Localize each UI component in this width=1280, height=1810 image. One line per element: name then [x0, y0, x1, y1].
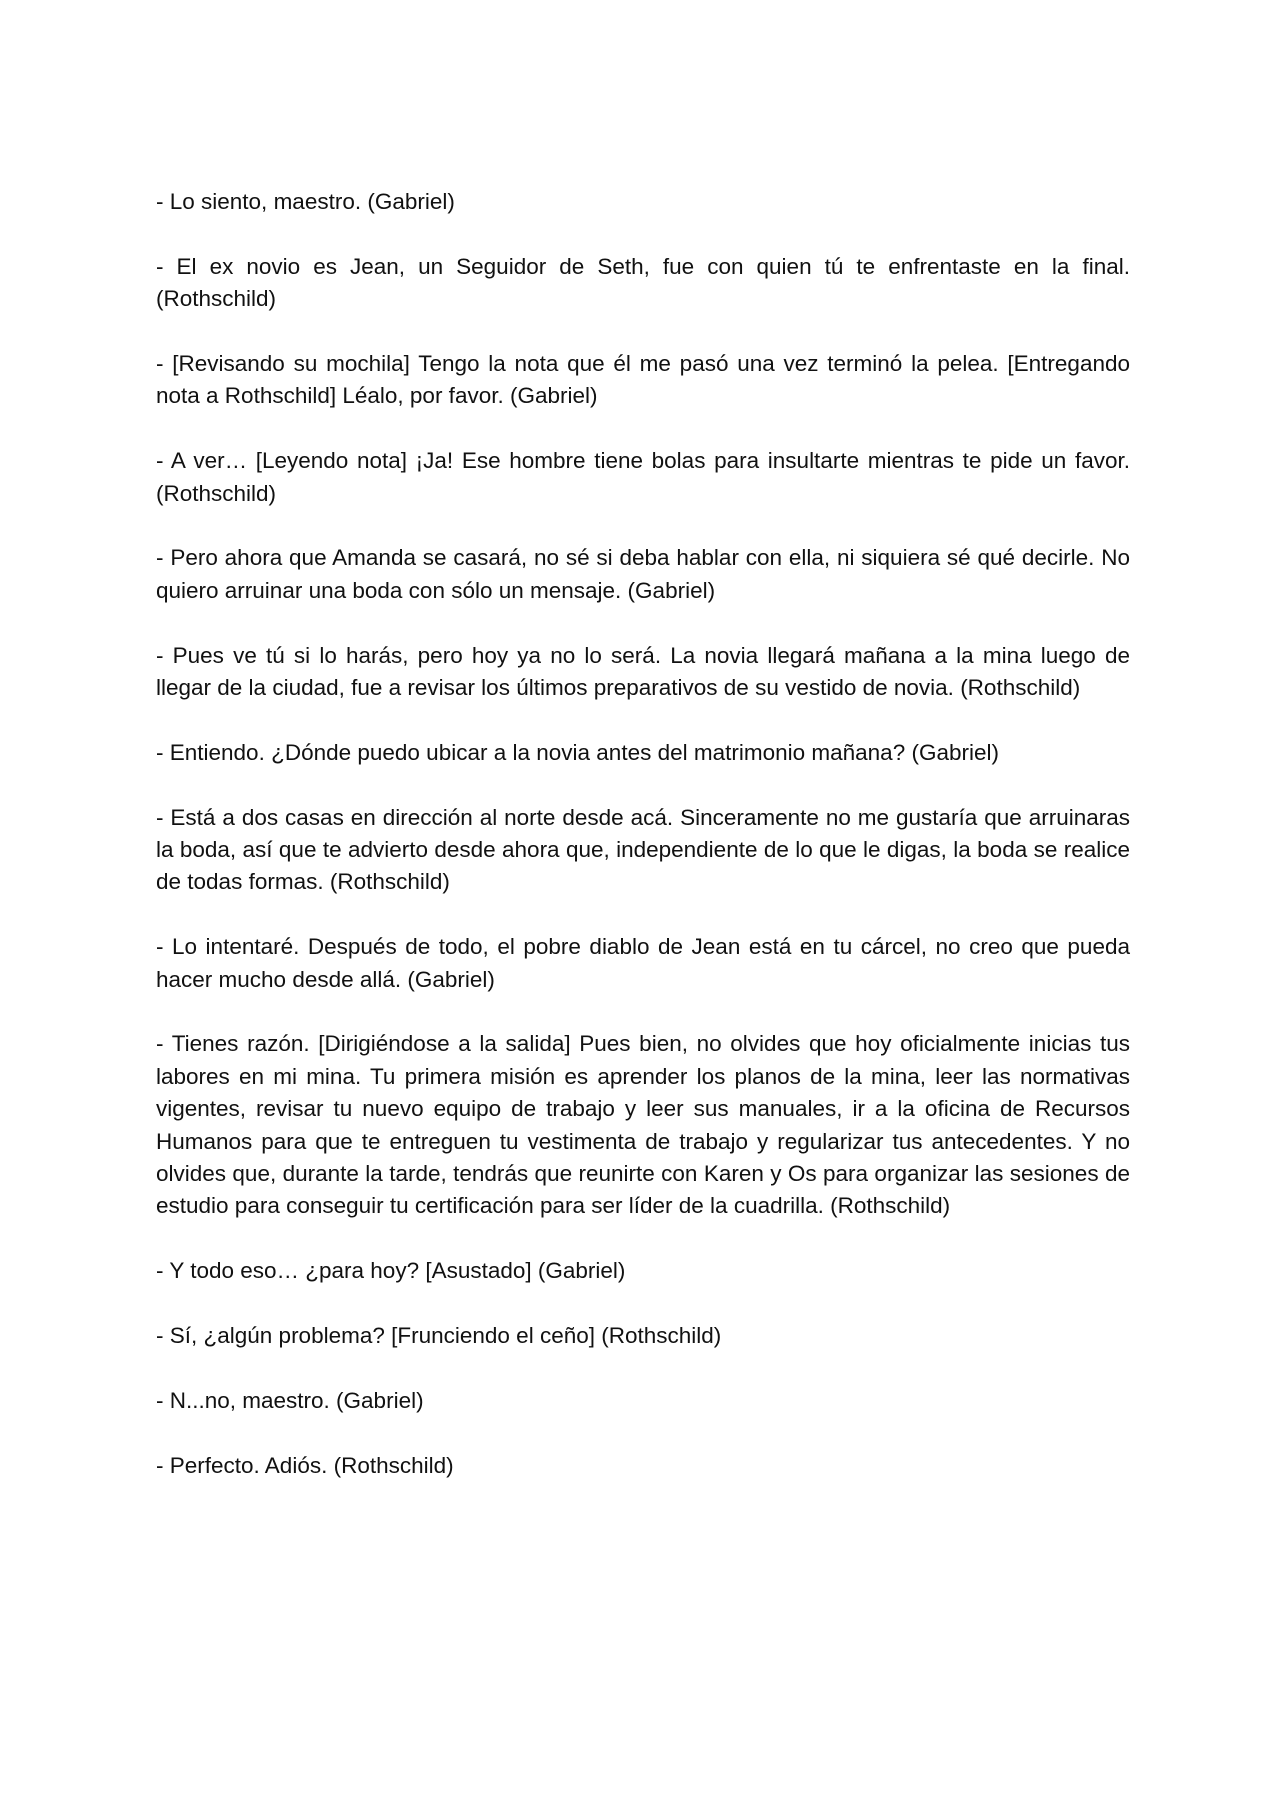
dialogue-line-3: - [Revisando su mochila] Tengo la nota que él me pasó una vez terminó la pelea. [Entregando nota a Rothschild] Léalo, por favor. (Gabriel)	[156, 351, 1130, 409]
dialogue-line-14: - Perfecto. Adiós. (Rothschild)	[156, 1452, 454, 1478]
dialogue-line-9: - Lo intentaré. Después de todo, el pobre diablo de Jean está en tu cárcel, no creo que pueda hacer mucho desde allá. (Gabriel)	[156, 934, 1130, 992]
dialogue-line-7: - Entiendo. ¿Dónde puedo ubicar a la novia antes del matrimonio mañana? (Gabriel)	[156, 739, 999, 765]
dialogue-line-4: - A ver… [Leyendo nota] ¡Ja! Ese hombre tiene bolas para insultarte mientras te pide un favor. (Rothschild)	[156, 448, 1130, 506]
dialogue-line-5: - Pero ahora que Amanda se casará, no sé si deba hablar con ella, ni siquiera sé qué decirle. No quiero arruinar una boda con sólo un mensaje. (Gabriel)	[156, 545, 1130, 603]
dialogue-line-13: - N...no, maestro. (Gabriel)	[156, 1387, 424, 1413]
dialogue-line-1: - Lo siento, maestro. (Gabriel)	[156, 189, 455, 214]
dialogue-line-10: - Tienes razón. [Dirigiéndose a la salida] Pues bien, no olvides que hoy oficialmente inicias tus labores en mi mina. Tu primera misión es aprender los planos de la mina, leer las normativas vigentes, revisar tu nuevo equipo de trabajo y leer sus manuales, ir a la oficina de Recursos Humanos para que te entreguen tu vestimenta de trabajo y regularizar tus antecedentes. Y no olvides que, durante la tarde, tendrás que reunirte con Karen y Os para organizar las sesiones de estudio para conseguir tu certificación para ser líder de la cuadrilla. (Rothschild)	[156, 1031, 1130, 1219]
dialogue-line-8: - Está a dos casas en dirección al norte desde acá. Sinceramente no me gustaría que arruinaras la boda, así que te advierto desde ahora que, independiente de lo que le digas, la boda se realice de todas formas. (Rothschild)	[156, 804, 1130, 895]
dialogue-line-11: - Y todo eso… ¿para hoy? [Asustado] (Gabriel)	[156, 1258, 626, 1284]
dialogue-line-2: - El ex novio es Jean, un Seguidor de Seth, fue con quien tú te enfrentaste en la final. (Rothschild)	[156, 253, 1130, 312]
dialogue-line-12: - Sí, ¿algún problema? [Frunciendo el ceño] (Rothschild)	[156, 1323, 722, 1349]
dialogue-line-6: - Pues ve tú si lo harás, pero hoy ya no lo será. La novia llegará mañana a la mina luego de llegar de la ciudad, fue a revisar los últimos preparativos de su vestido de novia. (Rothschild)	[156, 642, 1130, 701]
document-body	[156, 186, 1130, 1514]
